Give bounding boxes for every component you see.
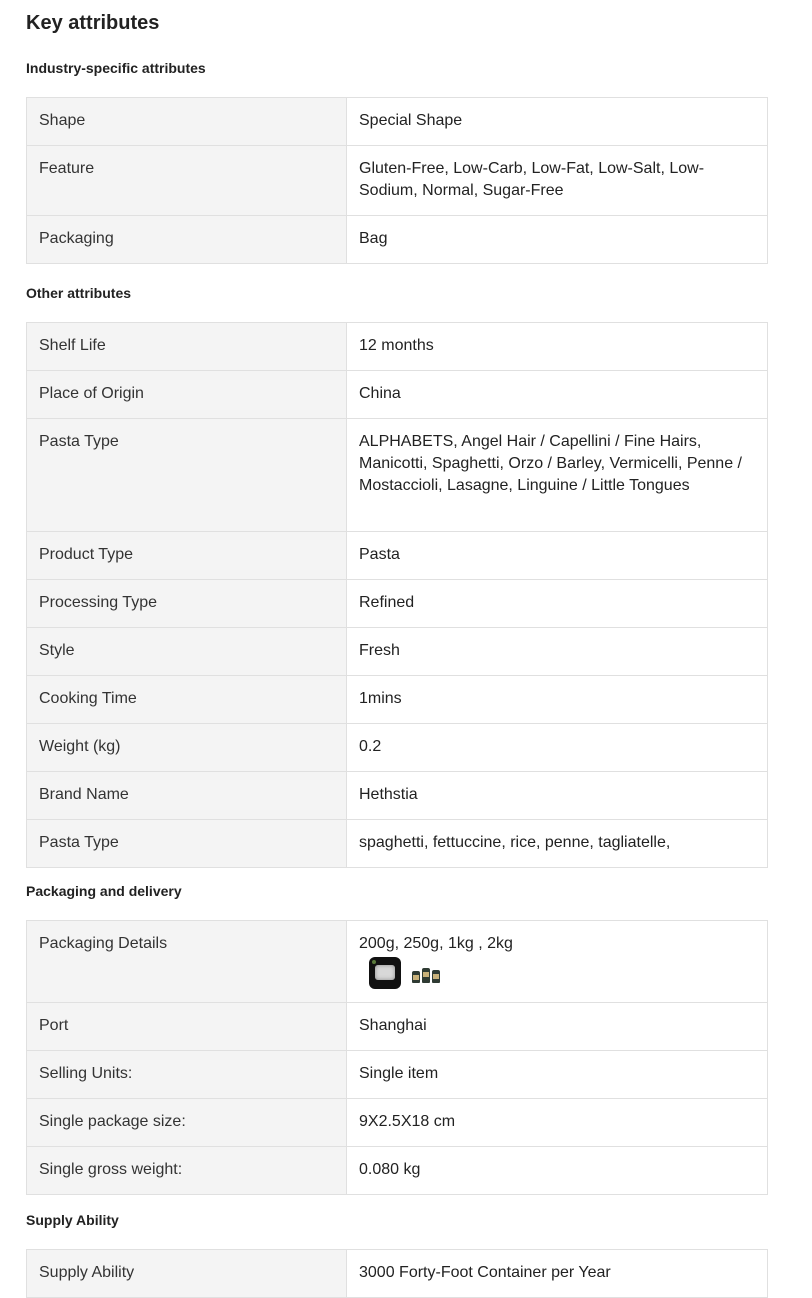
table-row xyxy=(27,921,768,1003)
supply-ability-table xyxy=(26,1249,768,1298)
table-row xyxy=(27,532,768,580)
jar-icon xyxy=(412,971,420,983)
attr-key: Feature xyxy=(27,146,347,216)
attr-key: Selling Units: xyxy=(27,1051,347,1099)
attr-key: Pasta Type xyxy=(27,820,347,868)
table-row xyxy=(27,1051,768,1099)
attr-value: Gluten-Free, Low-Carb, Low-Fat, Low-Salt, Low-Sodium, Normal, Sugar-Free xyxy=(347,146,768,216)
attr-key: Supply Ability xyxy=(27,1250,347,1298)
attr-key: Product Type xyxy=(27,532,347,580)
attr-key: Packaging xyxy=(27,216,347,264)
attr-key: Single gross weight: xyxy=(27,1147,347,1195)
attr-key: Single package size: xyxy=(27,1099,347,1147)
attr-key: Cooking Time xyxy=(27,676,347,724)
table-row xyxy=(27,1003,768,1051)
table-row xyxy=(27,724,768,772)
table-row xyxy=(27,820,768,868)
attr-value: Bag xyxy=(347,216,768,264)
pasta-bag-thumbnail[interactable] xyxy=(369,957,401,989)
attr-value: Refined xyxy=(347,580,768,628)
page-title: Key attributes xyxy=(26,12,160,34)
attr-key: Processing Type xyxy=(27,580,347,628)
attr-value: Shanghai xyxy=(347,1003,768,1051)
attr-value: 12 months xyxy=(347,323,768,371)
attr-key: Brand Name xyxy=(27,772,347,820)
jar-icon xyxy=(422,968,430,983)
table-row xyxy=(27,146,768,216)
attr-value: Single item xyxy=(347,1051,768,1099)
attr-key: Pasta Type xyxy=(27,419,347,532)
attr-key: Port xyxy=(27,1003,347,1051)
packaging-thumbnails xyxy=(359,957,755,989)
table-row xyxy=(27,676,768,724)
attr-value-cell xyxy=(347,921,768,1003)
attr-key: Shape xyxy=(27,98,347,146)
table-row xyxy=(27,580,768,628)
attr-key: Packaging Details xyxy=(27,921,347,1003)
jar-icon xyxy=(432,970,440,983)
other-attributes-table xyxy=(26,322,768,868)
table-row xyxy=(27,98,768,146)
table-row xyxy=(27,419,768,532)
attr-value: ALPHABETS, Angel Hair / Capellini / Fine Hairs, Manicotti, Spaghetti, Orzo / Barley, Vermicelli, Penne / Mostaccioli, Lasagne, Linguine / Little Tongues xyxy=(347,419,768,532)
table-row xyxy=(27,216,768,264)
industry-attributes-table xyxy=(26,97,768,264)
attr-value: Hethstia xyxy=(347,772,768,820)
attr-value: Special Shape xyxy=(347,98,768,146)
table-row xyxy=(27,1250,768,1298)
attr-key: Style xyxy=(27,628,347,676)
attr-value: China xyxy=(347,371,768,419)
attr-key: Place of Origin xyxy=(27,371,347,419)
pasta-jars-thumbnail[interactable] xyxy=(411,957,443,985)
attr-key: Weight (kg) xyxy=(27,724,347,772)
packaging-delivery-table xyxy=(26,920,768,1195)
attr-value: 9X2.5X18 cm xyxy=(347,1099,768,1147)
table-row xyxy=(27,772,768,820)
bag-icon xyxy=(375,965,395,980)
table-row xyxy=(27,1099,768,1147)
attr-key: Shelf Life xyxy=(27,323,347,371)
attr-value: 3000 Forty-Foot Container per Year xyxy=(347,1250,768,1298)
section-title-packaging: Packaging and delivery xyxy=(26,883,182,899)
section-title-supply: Supply Ability xyxy=(26,1212,119,1228)
section-title-industry: Industry-specific attributes xyxy=(26,60,206,76)
attr-value: 0.080 kg xyxy=(347,1147,768,1195)
table-row xyxy=(27,371,768,419)
attr-value: 0.2 xyxy=(347,724,768,772)
attr-value: spaghetti, fettuccine, rice, penne, tagliatelle, xyxy=(347,820,768,868)
brand-dot-icon xyxy=(372,960,376,964)
table-row xyxy=(27,323,768,371)
section-title-other: Other attributes xyxy=(26,285,132,301)
attr-value: 200g, 250g, 1kg , 2kg xyxy=(359,935,513,952)
attr-value: 1mins xyxy=(347,676,768,724)
attr-value: Fresh xyxy=(347,628,768,676)
table-row xyxy=(27,1147,768,1195)
attr-value: Pasta xyxy=(347,532,768,580)
table-row xyxy=(27,628,768,676)
